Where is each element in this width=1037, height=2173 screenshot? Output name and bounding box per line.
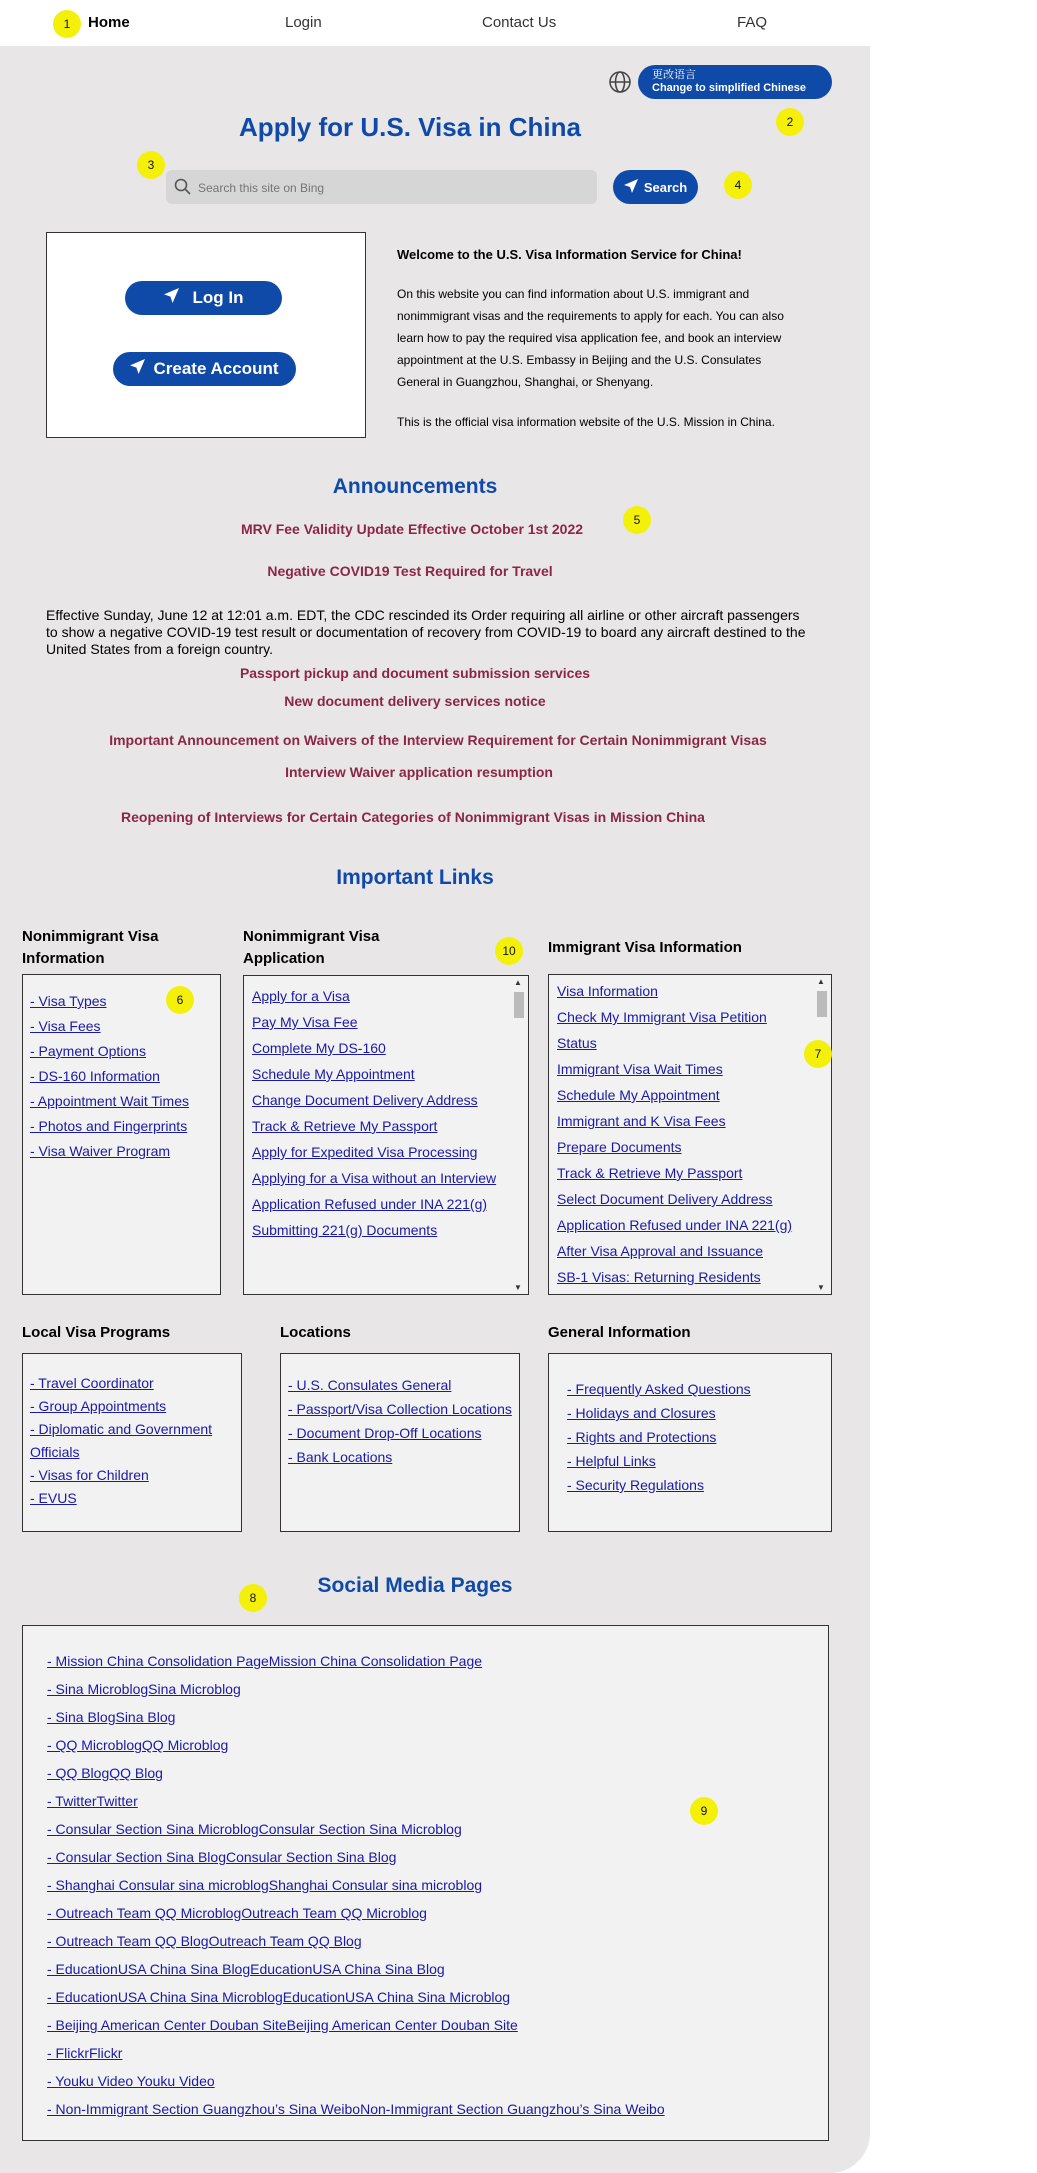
niv-app-link[interactable]: Complete My DS-160 (252, 1040, 386, 1056)
social-media-link[interactable]: - FlickrFlickr (47, 2045, 123, 2061)
change-language-button[interactable] (638, 65, 832, 99)
scroll-down-icon[interactable]: ▼ (514, 1283, 522, 1292)
social-media-heading: Social Media Pages (317, 1574, 513, 1597)
announcement-link[interactable]: Interview Waiver application resumption (285, 764, 553, 780)
locations-box (280, 1353, 520, 1532)
announcements-heading: Announcements (332, 475, 498, 498)
nav-login[interactable]: Login (285, 14, 322, 31)
social-media-link[interactable]: - Outreach Team QQ MicroblogOutreach Team QQ Microblog (47, 1905, 427, 1921)
welcome-title: Welcome to the U.S. Visa Information Service for China! (397, 247, 742, 262)
local-program-link[interactable]: - EVUS (30, 1490, 77, 1506)
local-program-link[interactable]: - Group Appointments (30, 1398, 167, 1414)
search-button-label: Search (643, 179, 688, 195)
niv-app-link[interactable]: Pay My Visa Fee (252, 1014, 358, 1030)
welcome-body: On this website you can find information about U.S. immigrant and nonimmigrant visas and the requirements to apply for each. You can also learn how to pay the required visa application fee, and book an interview appointment at the U.S. Embassy in Beijing and the U.S. Consulates General in Guangzhou, Shanghai, or Shenyang. (397, 287, 784, 389)
scroll-down-icon[interactable]: ▼ (817, 1283, 825, 1292)
iv-info-heading: Immigrant Visa Information (548, 939, 742, 956)
iv-info-link[interactable]: Check My Immigrant Visa Petition Status (557, 1009, 767, 1051)
log-in-label: Log In (192, 288, 244, 307)
announcement-link[interactable]: Important Announcement on Waivers of the Interview Requirement for Certain Nonimmigrant Visas (109, 732, 767, 748)
niv-app-scrollbar[interactable] (512, 978, 526, 1292)
local-programs-heading: Local Visa Programs (22, 1324, 171, 1341)
local-programs-box (22, 1353, 242, 1532)
search-bar[interactable] (166, 170, 597, 204)
send-icon (624, 179, 638, 196)
scroll-up-icon[interactable]: ▲ (514, 978, 522, 987)
iv-info-link[interactable]: SB-1 Visas: Returning Residents (557, 1269, 761, 1285)
social-media-link[interactable]: - QQ MicroblogQQ Microblog (47, 1737, 229, 1753)
search-button[interactable] (613, 170, 698, 204)
globe-icon[interactable] (608, 70, 632, 99)
iv-info-box (548, 974, 832, 1295)
annotation-badge: 6 (166, 986, 194, 1014)
scrollbar-thumb[interactable] (514, 992, 524, 1018)
annotation-badge: 7 (804, 1040, 832, 1068)
niv-info-link[interactable]: - DS-160 Information (30, 1068, 160, 1084)
niv-app-link[interactable]: Applying for a Visa without an Interview (252, 1170, 497, 1186)
social-media-box (22, 1625, 829, 2141)
language-chinese-label: 更改语言 (652, 69, 696, 81)
language-english-label: Change to simplified Chinese (652, 82, 807, 94)
annotation-badge: 2 (776, 108, 804, 136)
iv-info-link[interactable]: Immigrant and K Visa Fees (557, 1113, 726, 1129)
social-media-link[interactable]: - Shanghai Consular sina microblogShanghai Consular sina microblog (47, 1877, 483, 1893)
annotation-badge: 1 (53, 10, 81, 38)
top-nav (0, 0, 870, 46)
main-panel (0, 46, 870, 2173)
scrollbar-thumb[interactable] (817, 991, 827, 1017)
niv-info-link[interactable]: - Visa Waiver Program (30, 1143, 171, 1159)
general-info-link[interactable]: - Frequently Asked Questions (567, 1381, 751, 1397)
annotation-badge: 10 (495, 937, 523, 965)
iv-info-link[interactable]: Select Document Delivery Address (557, 1191, 773, 1207)
general-info-link[interactable]: - Security Regulations (567, 1477, 704, 1493)
social-media-link[interactable]: - Sina BlogSina Blog (47, 1709, 176, 1725)
search-icon (174, 178, 191, 200)
niv-app-link[interactable]: Schedule My Appointment (252, 1066, 415, 1082)
search-input[interactable] (196, 176, 590, 200)
annotation-badge: 9 (690, 1797, 718, 1825)
nav-contact[interactable]: Contact Us (482, 14, 557, 31)
log-in-button[interactable] (125, 281, 282, 315)
page-title: Apply for U.S. Visa in China (239, 112, 581, 142)
announcement-link[interactable]: New document delivery services notice (284, 693, 546, 709)
annotation-badge: 4 (724, 171, 752, 199)
general-info-link[interactable]: - Rights and Protections (567, 1429, 717, 1445)
social-media-link[interactable]: - Consular Section Sina BlogConsular Section Sina Blog (47, 1849, 397, 1865)
niv-info-heading: Nonimmigrant Visa Information (22, 928, 159, 967)
social-media-link[interactable]: - TwitterTwitter (47, 1793, 138, 1809)
niv-app-link[interactable]: Track & Retrieve My Passport (252, 1118, 438, 1134)
location-link[interactable]: - Bank Locations (288, 1449, 393, 1465)
local-program-link[interactable]: - Diplomatic and Government Officials (30, 1421, 213, 1460)
iv-info-link[interactable]: Visa Information (557, 983, 658, 999)
welcome-official: This is the official visa information website of the U.S. Mission in China. (397, 415, 775, 429)
niv-info-link[interactable]: - Visa Fees (30, 1018, 101, 1034)
annotation-badge: 5 (623, 506, 651, 534)
general-info-box (548, 1353, 832, 1532)
social-media-link[interactable]: - Sina MicroblogSina Microblog (47, 1681, 241, 1697)
nav-home[interactable]: Home (88, 14, 130, 31)
create-account-label: Create Account (153, 359, 279, 378)
general-info-heading: General Information (548, 1324, 691, 1341)
niv-info-link[interactable]: - Payment Options (30, 1043, 146, 1059)
announcement-link[interactable]: Reopening of Interviews for Certain Categories of Nonimmigrant Visas in Mission China (121, 809, 705, 825)
social-media-link[interactable]: - Mission China Consolidation PageMission China Consolidation Page (47, 1653, 483, 1669)
iv-info-link[interactable]: Application Refused under INA 221(g) (557, 1217, 793, 1233)
auth-box (46, 232, 366, 438)
general-info-link[interactable]: - Helpful Links (567, 1453, 656, 1469)
niv-app-link[interactable]: Application Refused under INA 221(g) (252, 1196, 488, 1212)
local-program-link[interactable]: - Travel Coordinator (30, 1375, 154, 1391)
iv-info-link[interactable]: After Visa Approval and Issuance (557, 1243, 763, 1259)
general-info-link[interactable]: - Holidays and Closures (567, 1405, 716, 1421)
important-links-heading: Important Links (336, 866, 494, 889)
iv-info-link[interactable]: Track & Retrieve My Passport (557, 1165, 743, 1181)
locations-heading: Locations (280, 1324, 351, 1341)
announcement-link[interactable]: MRV Fee Validity Update Effective October 1st 2022 (240, 521, 584, 537)
social-media-link[interactable]: - EducationUSA China Sina MicroblogEducationUSA China Sina Microblog (47, 1989, 511, 2005)
iv-info-link[interactable]: Schedule My Appointment (557, 1087, 720, 1103)
local-program-link[interactable]: - Visas for Children (30, 1467, 149, 1483)
announcement-link[interactable]: Negative COVID19 Test Required for Travel (267, 563, 553, 579)
niv-app-link[interactable]: Apply for Expedited Visa Processing (252, 1144, 478, 1160)
annotation-badge: 3 (137, 151, 165, 179)
niv-app-link[interactable]: Change Document Delivery Address (252, 1092, 478, 1108)
location-link[interactable]: - Passport/Visa Collection Locations (288, 1401, 512, 1417)
iv-info-scrollbar[interactable] (815, 977, 829, 1292)
announcement-link[interactable]: Passport pickup and document submission services (239, 665, 591, 681)
niv-app-box (243, 975, 529, 1295)
social-media-link[interactable]: - Consular Section Sina MicroblogConsular Section Sina Microblog (47, 1821, 462, 1837)
social-media-link[interactable]: - EducationUSA China Sina BlogEducationUSA China Sina Blog (47, 1961, 445, 1977)
social-media-link[interactable]: - Outreach Team QQ BlogOutreach Team QQ Blog (47, 1933, 362, 1949)
niv-info-box (22, 974, 221, 1295)
create-account-button[interactable] (113, 352, 296, 386)
nav-faq[interactable]: FAQ (737, 14, 768, 31)
niv-info-link[interactable]: - Visa Types (30, 993, 107, 1009)
niv-info-link[interactable]: - Photos and Fingerprints (30, 1118, 188, 1134)
annotation-badge: 8 (239, 1584, 267, 1612)
send-icon (130, 359, 145, 379)
social-media-link[interactable]: - QQ BlogQQ Blog (47, 1765, 163, 1781)
social-media-link[interactable]: - Non-Immigrant Section Guangzhou’s Sina WeiboNon-Immigrant Section Guangzhou’s Sina Weibo (47, 2101, 665, 2117)
niv-info-link[interactable]: - Appointment Wait Times (30, 1093, 189, 1109)
social-media-link[interactable]: - Youku Video Youku Video (47, 2073, 215, 2089)
niv-app-link[interactable]: Apply for a Visa (252, 988, 350, 1004)
niv-app-heading: Nonimmigrant Visa Application (243, 928, 380, 967)
iv-info-link[interactable]: Prepare Documents (557, 1139, 682, 1155)
send-icon (164, 288, 179, 308)
social-media-link[interactable]: - Beijing American Center Douban SiteBeijing American Center Douban Site (47, 2017, 518, 2033)
covid-announcement-text: Effective Sunday, June 12 at 12:01 a.m. EDT, the CDC rescinded its Order requiring all airline or other aircraft passengers to show a negative COVID-19 test result or documentation of recovery from COVID-19 to board any aircraft destined to the United States from a foreign country. (46, 607, 806, 657)
scroll-up-icon[interactable]: ▲ (817, 977, 825, 986)
location-link[interactable]: - Document Drop-Off Locations (288, 1425, 482, 1441)
niv-app-link[interactable]: Submitting 221(g) Documents (252, 1222, 438, 1238)
location-link[interactable]: - U.S. Consulates General (288, 1377, 452, 1393)
iv-info-link[interactable]: Immigrant Visa Wait Times (557, 1061, 723, 1077)
